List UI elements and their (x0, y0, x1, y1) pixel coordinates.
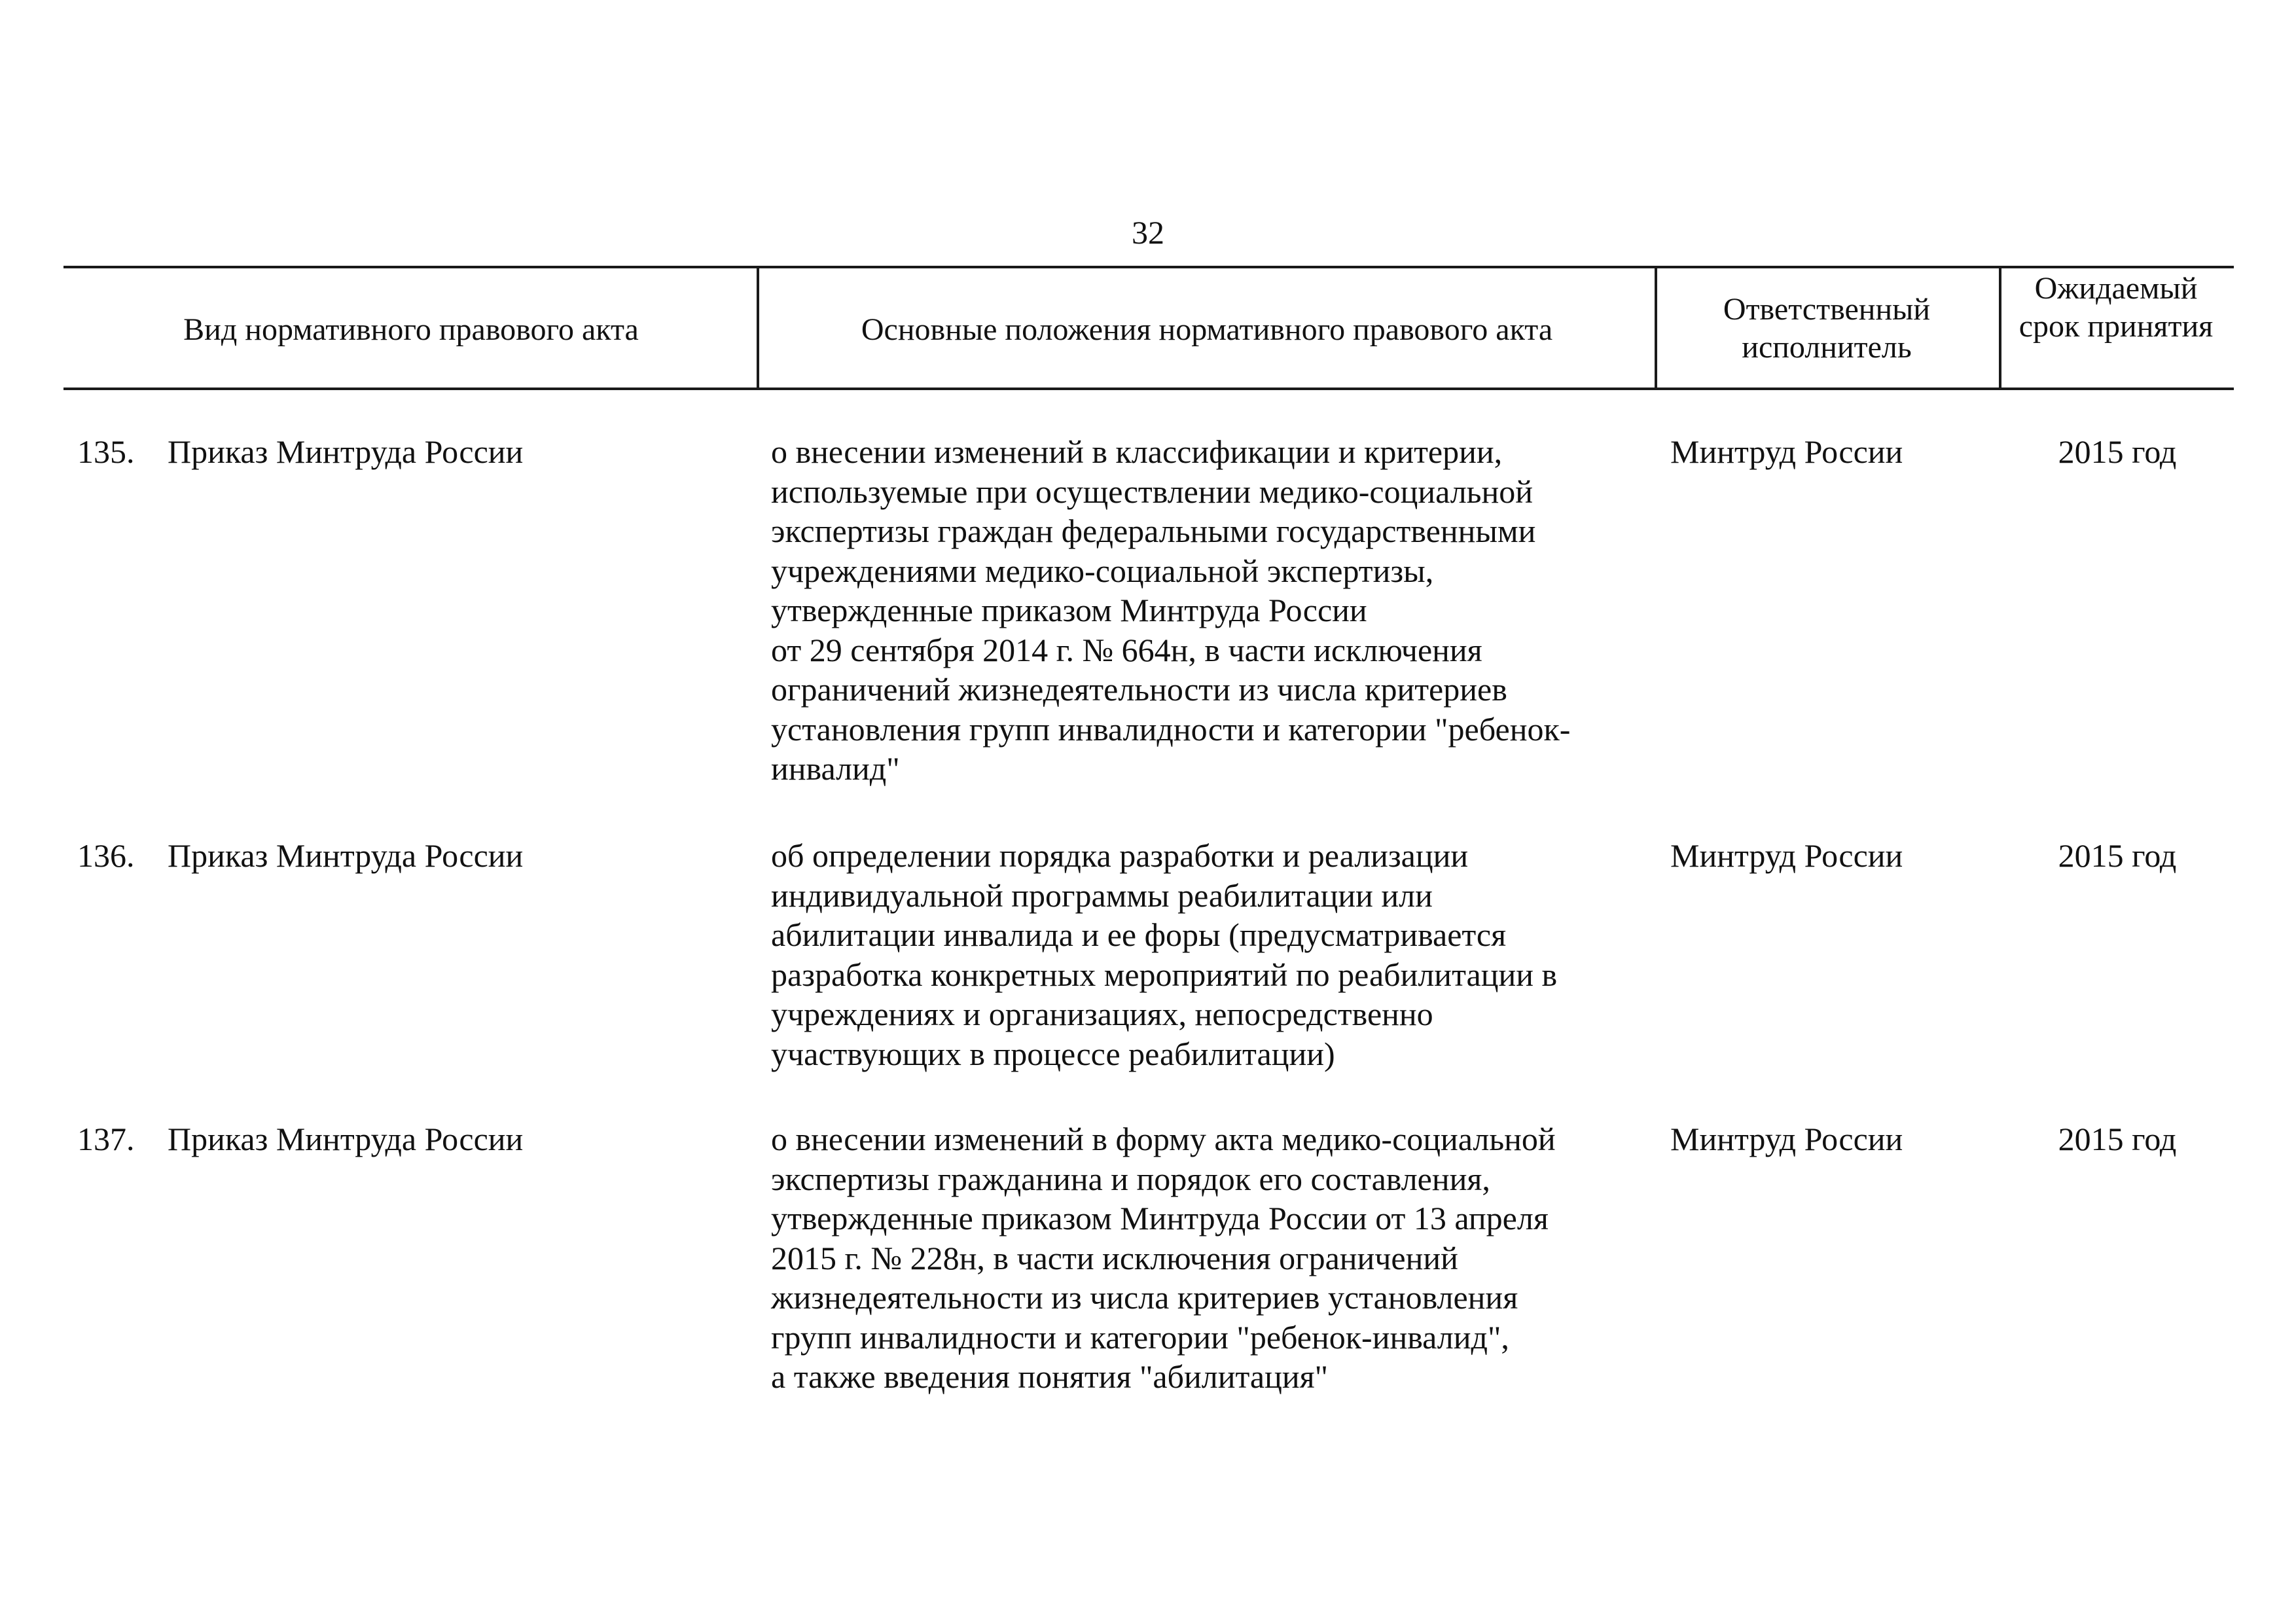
main-provisions (771, 432, 1661, 789)
row-number: 135. (77, 433, 135, 470)
provisions-line: учреждениях и организациях, непосредственно (771, 996, 1433, 1032)
table-header-bottom-rule (63, 388, 2234, 390)
header-act-type: Вид нормативного правового акта (183, 312, 639, 347)
header-responsible-executor: Ответственный исполнитель (1723, 292, 1931, 365)
provisions-line: участвующих в процессе реабилитации) (771, 1035, 1335, 1072)
row-number: 136. (77, 837, 135, 874)
main-provisions (771, 1119, 1661, 1397)
provisions-line: индивидуальной программы реабилитации или (771, 876, 1433, 914)
page-number: 32 (1132, 214, 1164, 251)
provisions-line: утвержденные приказом Минтруда России (771, 592, 1367, 628)
expected-term: 2015 год (2058, 837, 2177, 874)
act-type: Приказ Минтруда России (168, 1121, 524, 1157)
provisions-line: разработка конкретных мероприятий по реабилитации в (771, 956, 1558, 993)
expected-term: 2015 год (2058, 433, 2177, 470)
act-type: Приказ Минтруда России (168, 433, 524, 470)
provisions-line: о внесении изменений в классификации и критерии, (771, 433, 1503, 470)
header-column-divider (1655, 266, 1657, 390)
provisions-line: экспертизы гражданина и порядок его составления, (771, 1160, 1490, 1197)
header-main-provisions: Основные положения нормативного правового акта (861, 312, 1553, 347)
provisions-line: об определении порядка разработки и реализации (771, 837, 1469, 874)
responsible-executor: Минтруд России (1670, 1121, 1903, 1157)
header-expected-term: Ожидаемый срок принятия (2018, 271, 2214, 344)
provisions-line: экспертизы граждан федеральными государственными (771, 513, 1536, 549)
provisions-line: а также введения понятия "абилитация" (771, 1358, 1329, 1395)
provisions-line: ограничений жизнедеятельности из числа критериев (771, 671, 1507, 708)
provisions-line: о внесении изменений в форму акта медико-социальной (771, 1121, 1556, 1157)
provisions-line: 2015 г. № 228н, в части исключения ограничений (771, 1239, 1458, 1276)
responsible-executor: Минтруд России (1670, 433, 1903, 470)
provisions-line: от 29 сентября 2014 г. № 664н, в части исключения (771, 631, 1482, 668)
act-type: Приказ Минтруда России (168, 837, 524, 874)
responsible-executor: Минтруд России (1670, 837, 1903, 874)
row-number: 137. (77, 1121, 135, 1157)
provisions-line: инвалид" (771, 750, 900, 787)
expected-term: 2015 год (2058, 1121, 2177, 1157)
provisions-line: утвержденные приказом Минтруда России от 13 апреля (771, 1200, 1549, 1236)
header-column-divider (1999, 266, 2001, 390)
provisions-line: используемые при осуществлении медико-социальной (771, 473, 1533, 510)
provisions-line: установления групп инвалидности и категории "ребенок- (771, 710, 1571, 748)
table-top-rule (63, 266, 2234, 268)
provisions-line: абилитации инвалида и ее форы (предусматривается (771, 916, 1507, 953)
provisions-line: учреждениями медико-социальной экспертизы, (771, 552, 1434, 589)
provisions-line: жизнедеятельности из числа критериев установления (771, 1279, 1518, 1316)
provisions-line: групп инвалидности и категории "ребенок-инвалид", (771, 1318, 1509, 1356)
main-provisions (771, 836, 1661, 1074)
